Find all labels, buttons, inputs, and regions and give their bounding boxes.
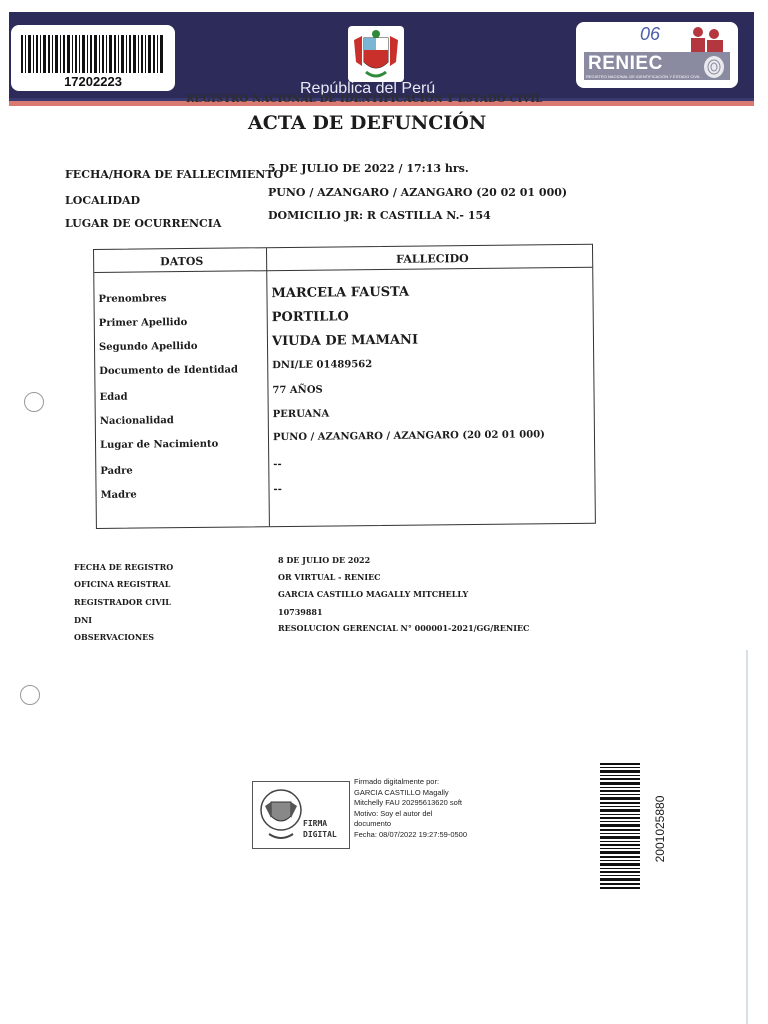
row-label-madre: Madre [100, 489, 137, 501]
row-value-madre: -- [273, 484, 282, 496]
registrar-label: REGISTRADOR CIVIL [74, 597, 171, 607]
signature-line: Fecha: 08/07/2022 19:27:59-0500 [354, 829, 468, 839]
registrar-value: GARCIA CASTILLO MAGALLY MITCHELLY [278, 589, 469, 599]
digital-signature-stamp [252, 781, 350, 849]
registrar-dni-value: 10739881 [278, 607, 323, 617]
registration-date-value: 8 DE JULIO DE 2022 [278, 555, 371, 565]
row-value-nacionalidad: PERUANA [272, 408, 330, 421]
observations-value: RESOLUCION GERENCIAL N° 000001-2021/GG/RENIEC [278, 623, 530, 633]
place-label: LUGAR DE OCURRENCIA [65, 217, 222, 230]
row-label-segundo-apellido: Segundo Apellido [98, 340, 198, 353]
row-label-nacionalidad: Nacionalidad [99, 415, 174, 427]
locality-label: LOCALIDAD [65, 194, 141, 207]
row-label-padre: Padre [100, 465, 133, 477]
signature-line: Mitchelly FAU 20295613620 soft [354, 798, 462, 807]
observations-label: OBSERVACIONES [74, 632, 155, 642]
table-header-datos: DATOS [160, 254, 204, 269]
signature-line: GARCIA CASTILLO Magally [354, 787, 449, 797]
death-datetime-value: 5 DE JULIO DE 2022 / 17:13 hrs. [268, 162, 469, 175]
row-value-padre: -- [273, 459, 282, 471]
registrar-dni-label: DNI [74, 615, 92, 625]
place-value: DOMICILIO JR: R CASTILLA N.- 154 [268, 209, 491, 222]
row-value-edad: 77 AÑOS [272, 384, 323, 397]
signature-line: documento [354, 819, 392, 828]
row-value-documento: DNI/LE 01489562 [272, 359, 373, 372]
table-header-fallecido: FALLECIDO [396, 252, 469, 266]
firma-digital-label: FIRMA DIGITAL [303, 819, 337, 839]
reniec-tagline: REGISTRO NACIONAL DE IDENTIFICACIÓN Y ESTADO CIVIL [586, 74, 701, 79]
death-datetime-label: FECHA/HORA DE FALLECIMIENTO [65, 168, 284, 181]
punch-hole-top [24, 392, 44, 412]
vertical-barcode-icon [600, 763, 640, 889]
signature-line: Firmado digitalmente por: [354, 777, 440, 786]
locality-value: PUNO / AZANGARO / AZANGARO (20 02 01 000) [268, 186, 568, 199]
row-value-segundo-apellido: VIUDA DE MAMANI [271, 332, 419, 350]
country-title: República del Perú [300, 80, 436, 97]
row-label-edad: Edad [99, 391, 128, 403]
institution-title: REGISTRO NACIONAL DE IDENTIFICACIÓN Y ESTADO CIVIL [186, 94, 543, 105]
digital-signature-details [354, 777, 504, 840]
document-title: ACTA DE DEFUNCIÓN [248, 112, 487, 134]
table-column-divider [266, 248, 270, 526]
registry-office-label: OFICINA REGISTRAL [74, 579, 171, 589]
page-edge [746, 650, 748, 1024]
barcode-number: 17202223 [64, 74, 122, 89]
row-label-lugar-nacimiento: Lugar de Nacimiento [99, 438, 219, 451]
fingerprint-icon [702, 55, 726, 79]
deceased-data-table [93, 244, 596, 529]
punch-hole-bottom [20, 685, 40, 705]
vertical-barcode-number: 2001025880 [653, 795, 667, 863]
signature-seal-icon [257, 786, 305, 844]
registry-office-value: OR VIRTUAL - RENIEC [278, 572, 381, 582]
reniec-name: RENIEC [588, 53, 663, 74]
row-value-lugar-nacimiento: PUNO / AZANGARO / AZANGARO (20 02 01 000) [272, 429, 545, 444]
signature-line: Motivo: Soy el autor del [354, 808, 433, 818]
row-label-documento: Documento de Identidad [99, 364, 239, 377]
row-label-prenombres: Prenombres [98, 293, 167, 305]
row-value-prenombres: MARCELA FAUSTA [271, 284, 410, 302]
row-label-primer-apellido: Primer Apellido [98, 317, 188, 329]
row-value-primer-apellido: PORTILLO [271, 309, 349, 326]
registration-date-label: FECHA DE REGISTRO [74, 562, 174, 572]
handwritten-mark: 06 [640, 24, 661, 44]
barcode-icon [21, 35, 165, 73]
barcode [11, 25, 175, 91]
peru-coat-of-arms [348, 26, 404, 82]
coat-of-arms-icon [348, 26, 404, 82]
